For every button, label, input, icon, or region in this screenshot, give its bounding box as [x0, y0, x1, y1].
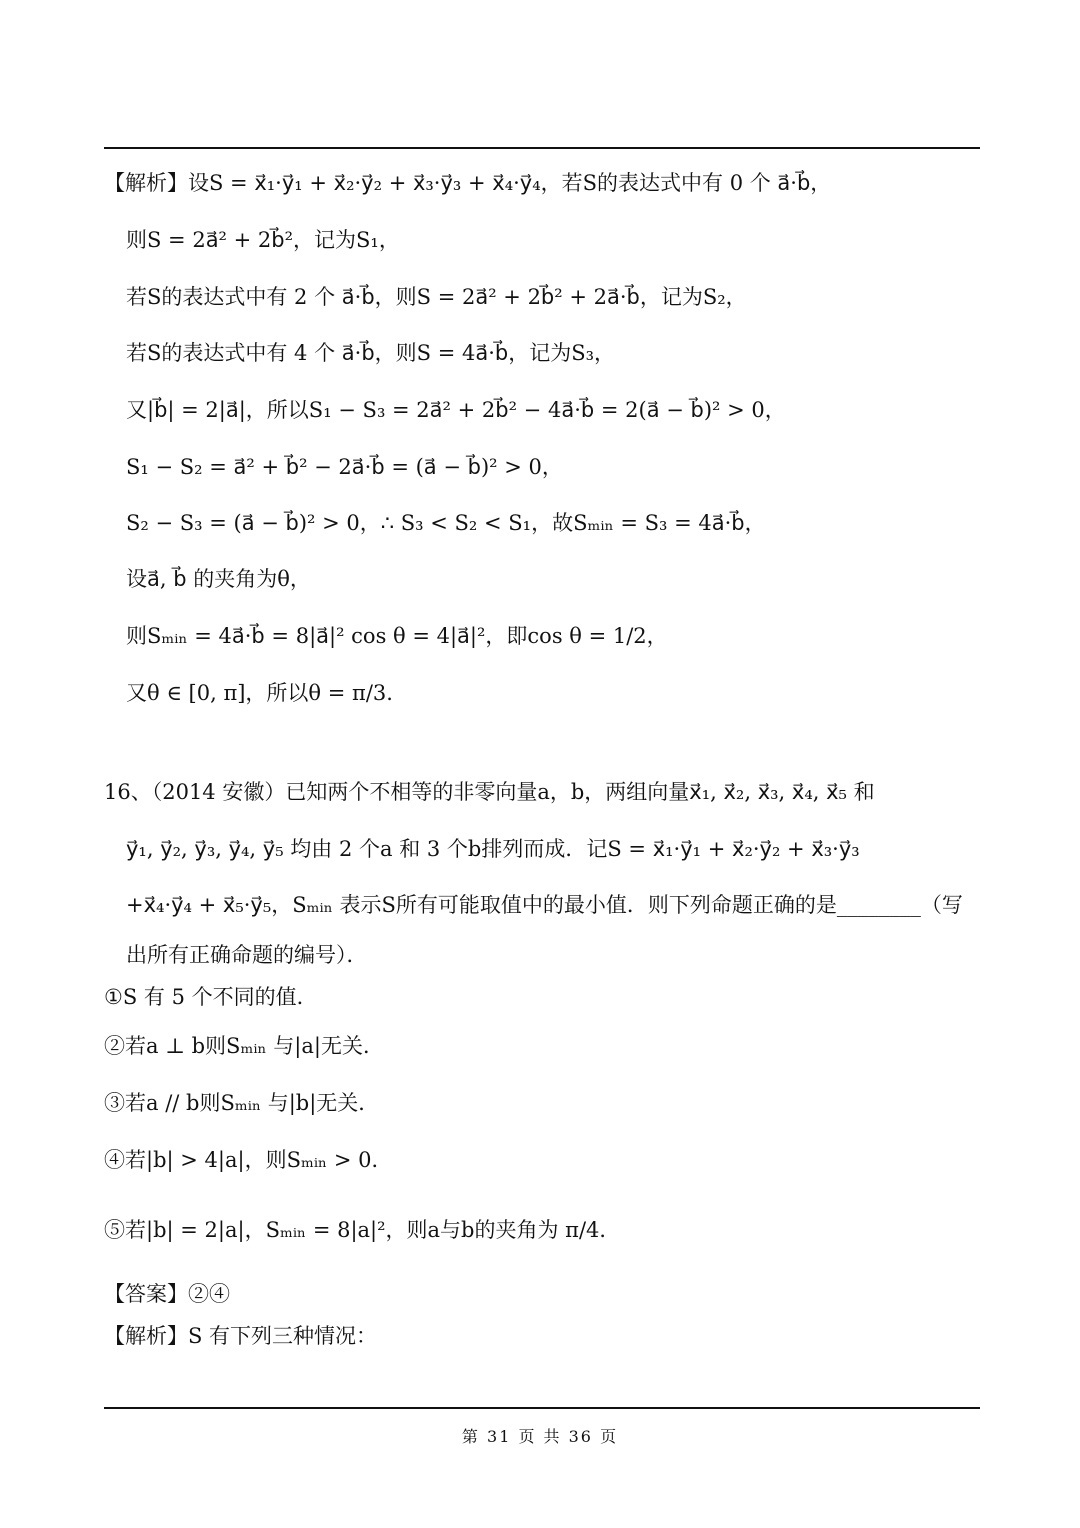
option-5: ⑤若|b| = 2|a|，Sₘᵢₙ = 8|a|²，则a与b的夹角为 π/4．: [104, 1218, 621, 1242]
solution-line: 又|b⃗| = 2|a⃗|，所以S₁ − S₃ = 2a⃗² + 2b⃗² − 4a⃗·b⃗ = 2(a⃗ − b⃗)² > 0，: [126, 398, 786, 422]
solution-line: 设a⃗, b⃗ 的夹角为θ，: [126, 567, 311, 591]
solution-line: 则Sₘᵢₙ = 4a⃗·b⃗ = 8|a⃗|² cos θ = 4|a⃗|²，即cos θ = 1/2，: [126, 624, 668, 648]
bottom-rule: [104, 1407, 980, 1409]
problem-line: 16、（2014 安徽）已知两个不相等的非零向量a，b，两组向量x⃗₁, x⃗₂, x⃗₃, x⃗₄, x⃗₅ 和: [104, 780, 875, 804]
problem-line: +x⃗₄·y⃗₄ + x⃗₅·y⃗₅，Sₘᵢₙ 表示S所有可能取值中的最小值．则下列命题正确的是________（写: [126, 893, 963, 917]
problem-line: 出所有正确命题的编号）．: [126, 943, 368, 967]
page-number: 第 31 页 共 36 页: [461, 1427, 619, 1446]
option-1: ①S 有 5 个不同的值．: [104, 985, 318, 1009]
option-3: ③若a // b则Sₘᵢₙ 与|b|无关．: [104, 1091, 380, 1115]
option-4: ④若|b| > 4|a|，则Sₘᵢₙ > 0．: [104, 1148, 393, 1172]
option-2: ②若a ⊥ b则Sₘᵢₙ 与|a|无关．: [104, 1034, 384, 1058]
solution-line: 若S的表达式中有 2 个 a⃗·b⃗，则S = 2a⃗² + 2b⃗² + 2a⃗·b⃗，记为S₂，: [126, 285, 747, 309]
solution-line: S₂ − S₃ = (a⃗ − b⃗)² > 0，∴ S₃ < S₂ < S₁，故Sₘᵢₙ = S₃ = 4a⃗·b⃗，: [126, 511, 766, 535]
solution-line: 又θ ∈ [0, π]，所以θ = π/3.: [126, 681, 393, 705]
solution-line: 则S = 2a⃗² + 2b⃗²，记为S₁，: [126, 228, 400, 252]
answer: 【答案】②④: [104, 1282, 230, 1306]
solution-line: 【解析】设S = x⃗₁·y⃗₁ + x⃗₂·y⃗₂ + x⃗₃·y⃗₃ + x⃗₄·y⃗₄，若S的表达式中有 0 个 a⃗·b⃗，: [104, 171, 832, 195]
problem-line: y⃗₁, y⃗₂, y⃗₃, y⃗₄, y⃗₅ 均由 2 个a 和 3 个b排列而成．记S = x⃗₁·y⃗₁ + x⃗₂·y⃗₂ + x⃗₃·y⃗₃: [126, 837, 860, 861]
solution-line: S₁ − S₂ = a⃗² + b⃗² − 2a⃗·b⃗ = (a⃗ − b⃗)² > 0，: [126, 455, 563, 479]
top-rule: [104, 147, 980, 149]
solution-line: 若S的表达式中有 4 个 a⃗·b⃗，则S = 4a⃗·b⃗，记为S₃，: [126, 341, 616, 365]
analysis-intro: 【解析】S 有下列三种情况：: [104, 1324, 378, 1348]
